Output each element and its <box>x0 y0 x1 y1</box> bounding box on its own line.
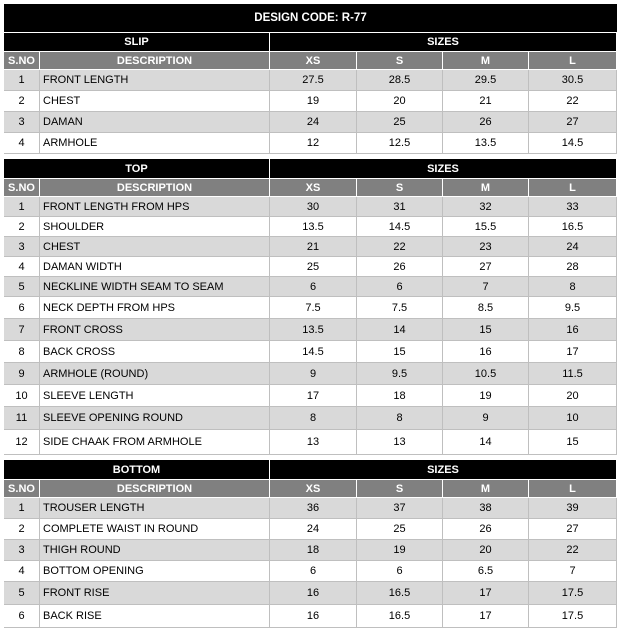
design-code-title: DESIGN CODE: R-77 <box>254 12 367 24</box>
size-value-xs: 13.5 <box>270 319 357 341</box>
row-number: 7 <box>4 319 40 341</box>
row-description: FRONT LENGTH <box>40 70 270 91</box>
table-row <box>4 582 617 605</box>
size-value-s: 37 <box>357 498 443 519</box>
table-row <box>4 319 617 341</box>
size-value-s: 28.5 <box>357 70 443 91</box>
size-value-l: 33 <box>529 197 617 217</box>
row-description: NECK DEPTH FROM HPS <box>40 297 270 319</box>
row-number: 11 <box>4 407 40 430</box>
size-value-m: 23 <box>443 237 529 257</box>
size-value-s: 14 <box>357 319 443 341</box>
row-description: SIDE CHAAK FROM ARMHOLE <box>40 430 270 455</box>
size-value-l: 20 <box>529 385 617 407</box>
size-header-s: S <box>357 179 443 197</box>
size-value-xs: 21 <box>270 237 357 257</box>
row-number: 10 <box>4 385 40 407</box>
row-number: 6 <box>4 605 40 628</box>
row-number: 3 <box>4 237 40 257</box>
row-description: DAMAN <box>40 112 270 133</box>
description-header: DESCRIPTION <box>40 179 270 197</box>
size-value-l: 30.5 <box>529 70 617 91</box>
section-name: TOP <box>4 159 270 179</box>
size-value-m: 29.5 <box>443 70 529 91</box>
table-row <box>4 385 617 407</box>
row-description: BACK CROSS <box>40 341 270 363</box>
size-value-m: 20 <box>443 540 529 561</box>
size-value-s: 19 <box>357 540 443 561</box>
size-value-s: 25 <box>357 519 443 540</box>
size-value-xs: 9 <box>270 363 357 385</box>
row-number: 4 <box>4 561 40 582</box>
row-number: 2 <box>4 91 40 112</box>
size-value-xs: 14.5 <box>270 341 357 363</box>
size-value-m: 16 <box>443 341 529 363</box>
row-description: THIGH ROUND <box>40 540 270 561</box>
size-value-xs: 7.5 <box>270 297 357 319</box>
size-value-l: 14.5 <box>529 133 617 154</box>
sno-header: S.NO <box>4 179 40 197</box>
size-value-m: 9 <box>443 407 529 430</box>
size-value-s: 6 <box>357 277 443 297</box>
size-value-xs: 12 <box>270 133 357 154</box>
size-value-s: 26 <box>357 257 443 277</box>
size-value-xs: 17 <box>270 385 357 407</box>
row-description: COMPLETE WAIST IN ROUND <box>40 519 270 540</box>
row-number: 1 <box>4 498 40 519</box>
table-row <box>4 237 617 257</box>
row-description: ARMHOLE <box>40 133 270 154</box>
size-value-s: 20 <box>357 91 443 112</box>
size-header-xs: XS <box>270 52 357 70</box>
row-description: CHEST <box>40 91 270 112</box>
size-header-s: S <box>357 480 443 498</box>
size-value-m: 13.5 <box>443 133 529 154</box>
size-value-m: 26 <box>443 519 529 540</box>
row-number: 4 <box>4 257 40 277</box>
table-row <box>4 363 617 385</box>
size-value-m: 14 <box>443 430 529 455</box>
description-header: DESCRIPTION <box>40 52 270 70</box>
size-value-m: 27 <box>443 257 529 277</box>
size-value-l: 7 <box>529 561 617 582</box>
table-row <box>4 133 617 154</box>
row-number: 6 <box>4 297 40 319</box>
row-description: BACK RISE <box>40 605 270 628</box>
table-row <box>4 217 617 237</box>
table-row <box>4 605 617 628</box>
size-value-s: 9.5 <box>357 363 443 385</box>
size-value-m: 26 <box>443 112 529 133</box>
size-value-xs: 8 <box>270 407 357 430</box>
table-row <box>4 519 617 540</box>
column-header-row <box>4 52 617 70</box>
table-row <box>4 341 617 363</box>
sizes-label: SIZES <box>270 33 617 52</box>
size-value-l: 16 <box>529 319 617 341</box>
row-number: 5 <box>4 277 40 297</box>
size-value-l: 8 <box>529 277 617 297</box>
table-row <box>4 197 617 217</box>
size-value-l: 11.5 <box>529 363 617 385</box>
size-value-l: 28 <box>529 257 617 277</box>
row-number: 1 <box>4 197 40 217</box>
size-value-xs: 24 <box>270 519 357 540</box>
size-value-s: 15 <box>357 341 443 363</box>
size-value-l: 17 <box>529 341 617 363</box>
size-value-xs: 18 <box>270 540 357 561</box>
column-header-row <box>4 179 617 197</box>
size-header-l: L <box>529 480 617 498</box>
sno-header: S.NO <box>4 480 40 498</box>
size-value-l: 17.5 <box>529 582 617 605</box>
size-value-xs: 30 <box>270 197 357 217</box>
size-value-m: 17 <box>443 605 529 628</box>
size-value-s: 7.5 <box>357 297 443 319</box>
description-header: DESCRIPTION <box>40 480 270 498</box>
size-header-xs: XS <box>270 480 357 498</box>
size-value-m: 7 <box>443 277 529 297</box>
size-value-l: 24 <box>529 237 617 257</box>
size-header-xs: XS <box>270 179 357 197</box>
size-value-s: 16.5 <box>357 605 443 628</box>
table-row <box>4 70 617 91</box>
row-number: 3 <box>4 112 40 133</box>
size-value-m: 38 <box>443 498 529 519</box>
size-value-xs: 36 <box>270 498 357 519</box>
size-value-xs: 24 <box>270 112 357 133</box>
size-value-s: 18 <box>357 385 443 407</box>
size-value-l: 10 <box>529 407 617 430</box>
size-header-l: L <box>529 52 617 70</box>
size-value-xs: 13.5 <box>270 217 357 237</box>
size-value-m: 6.5 <box>443 561 529 582</box>
size-value-m: 21 <box>443 91 529 112</box>
size-header-m: M <box>443 52 529 70</box>
size-value-s: 13 <box>357 430 443 455</box>
section-bar-slip <box>4 33 617 52</box>
row-description: FRONT LENGTH FROM HPS <box>40 197 270 217</box>
row-description: TROUSER LENGTH <box>40 498 270 519</box>
row-number: 8 <box>4 341 40 363</box>
table-row <box>4 407 617 430</box>
section-bar-bottom <box>4 460 617 480</box>
size-value-l: 15 <box>529 430 617 455</box>
row-number: 5 <box>4 582 40 605</box>
row-description: DAMAN WIDTH <box>40 257 270 277</box>
size-value-l: 22 <box>529 91 617 112</box>
table-row <box>4 112 617 133</box>
size-value-l: 39 <box>529 498 617 519</box>
row-description: FRONT RISE <box>40 582 270 605</box>
row-description: SHOULDER <box>40 217 270 237</box>
table-row <box>4 297 617 319</box>
size-value-s: 12.5 <box>357 133 443 154</box>
row-number: 9 <box>4 363 40 385</box>
row-description: SLEEVE LENGTH <box>40 385 270 407</box>
size-value-xs: 6 <box>270 561 357 582</box>
row-description: CHEST <box>40 237 270 257</box>
size-value-s: 31 <box>357 197 443 217</box>
row-number: 1 <box>4 70 40 91</box>
size-value-l: 27 <box>529 519 617 540</box>
size-value-l: 9.5 <box>529 297 617 319</box>
size-header-l: L <box>529 179 617 197</box>
title-bar <box>4 4 617 32</box>
table-row <box>4 277 617 297</box>
row-number: 2 <box>4 217 40 237</box>
size-header-s: S <box>357 52 443 70</box>
section-name: BOTTOM <box>4 460 270 480</box>
size-value-l: 17.5 <box>529 605 617 628</box>
section-bar-top <box>4 159 617 179</box>
sizes-label: SIZES <box>270 159 617 179</box>
size-value-xs: 6 <box>270 277 357 297</box>
size-header-m: M <box>443 480 529 498</box>
size-value-m: 15 <box>443 319 529 341</box>
size-value-s: 6 <box>357 561 443 582</box>
size-value-m: 15.5 <box>443 217 529 237</box>
size-value-s: 22 <box>357 237 443 257</box>
size-value-l: 27 <box>529 112 617 133</box>
size-value-s: 25 <box>357 112 443 133</box>
column-header-row <box>4 480 617 498</box>
size-value-l: 16.5 <box>529 217 617 237</box>
table-row <box>4 561 617 582</box>
sizes-label: SIZES <box>270 460 617 480</box>
size-value-m: 19 <box>443 385 529 407</box>
size-value-m: 17 <box>443 582 529 605</box>
size-value-xs: 27.5 <box>270 70 357 91</box>
table-row <box>4 540 617 561</box>
size-value-m: 32 <box>443 197 529 217</box>
size-value-s: 14.5 <box>357 217 443 237</box>
row-number: 4 <box>4 133 40 154</box>
table-row <box>4 91 617 112</box>
sno-header: S.NO <box>4 52 40 70</box>
row-description: ARMHOLE (ROUND) <box>40 363 270 385</box>
row-description: SLEEVE OPENING ROUND <box>40 407 270 430</box>
size-value-l: 22 <box>529 540 617 561</box>
row-number: 2 <box>4 519 40 540</box>
row-number: 3 <box>4 540 40 561</box>
row-description: NECKLINE WIDTH SEAM TO SEAM <box>40 277 270 297</box>
size-value-s: 16.5 <box>357 582 443 605</box>
table-row <box>4 498 617 519</box>
row-description: FRONT CROSS <box>40 319 270 341</box>
size-header-m: M <box>443 179 529 197</box>
row-number: 12 <box>4 430 40 455</box>
size-value-m: 10.5 <box>443 363 529 385</box>
size-value-m: 8.5 <box>443 297 529 319</box>
size-value-s: 8 <box>357 407 443 430</box>
table-row <box>4 430 617 455</box>
section-name: SLIP <box>4 33 270 52</box>
size-value-xs: 16 <box>270 605 357 628</box>
size-value-xs: 25 <box>270 257 357 277</box>
table-row <box>4 257 617 277</box>
size-value-xs: 19 <box>270 91 357 112</box>
size-value-xs: 13 <box>270 430 357 455</box>
row-description: BOTTOM OPENING <box>40 561 270 582</box>
size-value-xs: 16 <box>270 582 357 605</box>
